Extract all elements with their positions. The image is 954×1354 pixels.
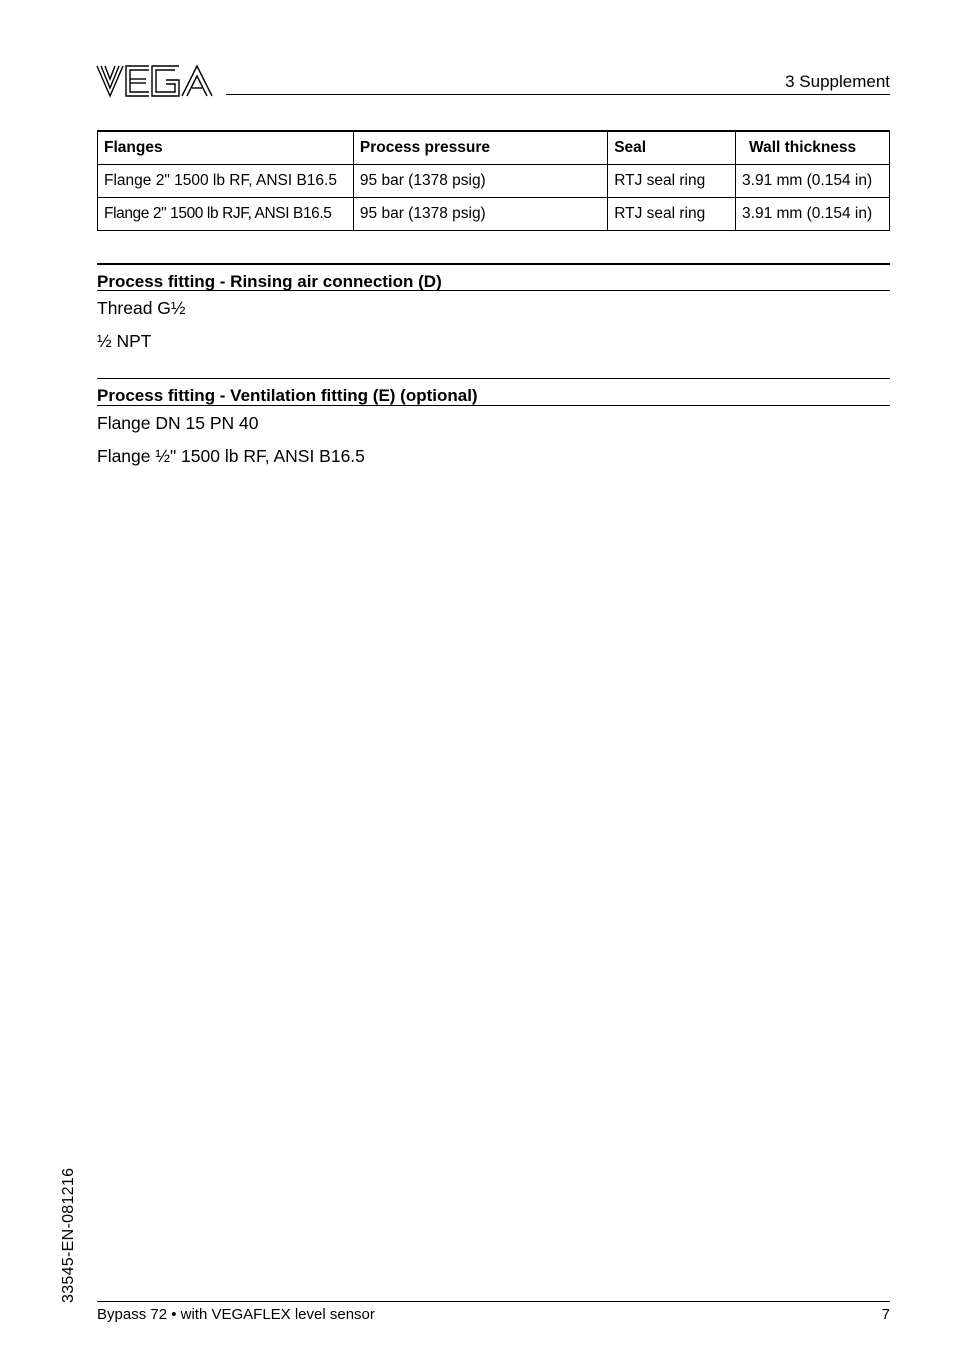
table-row xyxy=(98,165,890,198)
vega-logo xyxy=(96,64,214,98)
table-header-row xyxy=(98,131,890,165)
section-label: 3 Supplement xyxy=(785,72,890,91)
cell-process-pressure: 95 bar (1378 psig) xyxy=(353,165,607,198)
cell-seal: RTJ seal ring xyxy=(608,198,736,231)
page-number: 7 xyxy=(881,1306,890,1323)
column-header-flanges: Flanges xyxy=(98,131,354,165)
cell-seal: RTJ seal ring xyxy=(608,165,736,198)
rinsing-air-section xyxy=(97,263,890,358)
header-rule xyxy=(226,94,890,95)
column-header-wall-thickness: Wall thickness xyxy=(736,131,890,165)
cell-flange: Flange 2" 1500 lb RF, ANSI B16.5 xyxy=(98,165,354,198)
cell-flange: Flange 2" 1500 lb RJF, ANSI B16.5 xyxy=(98,198,354,231)
list-item: Flange DN 15 PN 40 xyxy=(97,413,259,433)
list-item: ½ NPT xyxy=(97,331,152,351)
list-item: Flange ½" 1500 lb RF, ANSI B16.5 xyxy=(97,446,365,466)
document-code: 33545-EN-081216 xyxy=(60,1167,77,1303)
section-title: Process fitting - Ventilation fitting (E) (optional) xyxy=(97,378,890,406)
ventilation-fitting-section xyxy=(97,378,890,473)
table-row xyxy=(98,198,890,231)
flange-table xyxy=(97,130,890,231)
section-title: Process fitting - Rinsing air connection (D) xyxy=(97,263,890,291)
cell-wall-thickness: 3.91 mm (0.154 in) xyxy=(736,165,890,198)
column-header-seal: Seal xyxy=(608,131,736,165)
cell-process-pressure: 95 bar (1378 psig) xyxy=(353,198,607,231)
cell-wall-thickness: 3.91 mm (0.154 in) xyxy=(736,198,890,231)
footer-rule xyxy=(97,1301,890,1302)
column-header-process-pressure: Process pressure xyxy=(353,131,607,165)
footer-product: Bypass 72 • with VEGAFLEX level sensor xyxy=(97,1306,375,1323)
list-item: Thread G½ xyxy=(97,298,186,318)
